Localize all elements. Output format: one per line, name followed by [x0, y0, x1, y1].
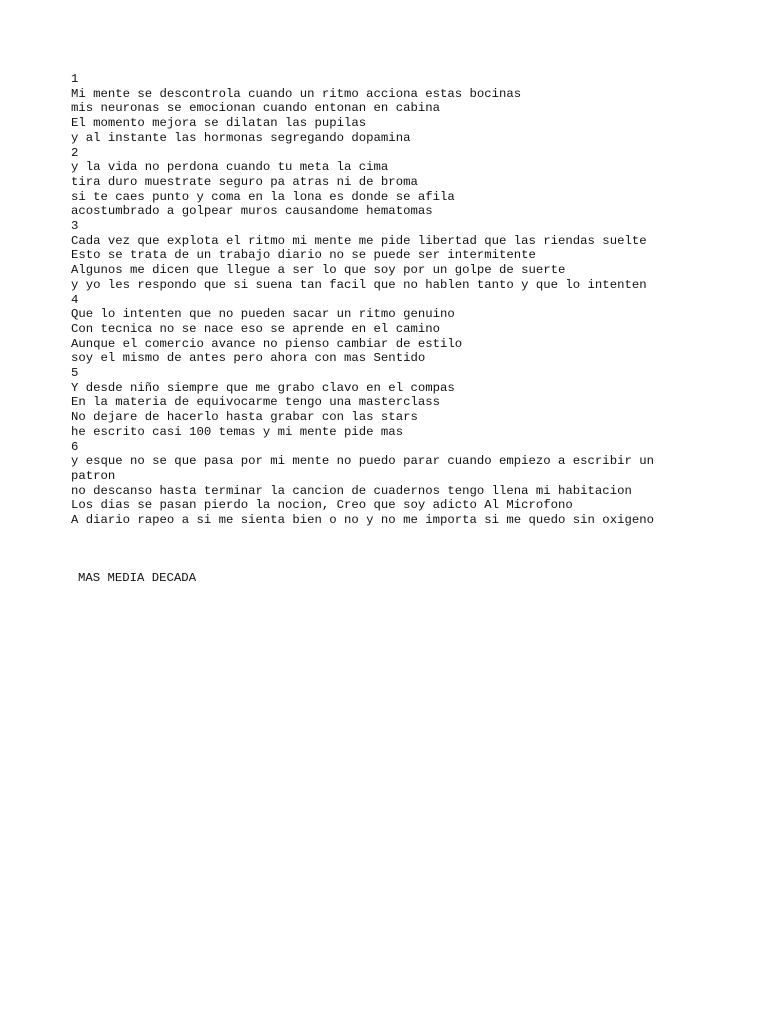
- lyric-line: y esque no se que pasa por mi mente no puedo parar cuando empiezo a escribir un: [71, 454, 654, 469]
- lyric-line: Aunque el comercio avance no pienso cambiar de estilo: [71, 336, 463, 351]
- lyric-line: y al instante las hormonas segregando dopamina: [71, 130, 411, 145]
- lyric-line: tira duro muestrate seguro pa atras ni de broma: [71, 174, 418, 189]
- lyric-line: acostumbrado a golpear muros causandome hematomas: [71, 204, 433, 219]
- lyric-line: Que lo intenten que no pueden sacar un ritmo genuino: [71, 307, 455, 322]
- lyric-line: y la vida no perdona cuando tu meta la cima: [71, 160, 389, 175]
- lyric-line: patron: [71, 468, 116, 483]
- song-title: MAS MEDIA DECADA: [78, 571, 197, 585]
- stanza-number: 3: [71, 219, 79, 234]
- stanza-number: 4: [71, 292, 79, 307]
- lyric-line: Algunos me dicen que llegue a ser lo que soy por un golpe de suerte: [71, 263, 566, 278]
- stanza-number: 2: [71, 145, 79, 160]
- lyrics-body: [71, 72, 751, 528]
- lyric-line: y yo les respondo que si suena tan facil que no hablen tanto y que lo intenten: [71, 277, 647, 292]
- lyric-line: Y desde niño siempre que me grabo clavo en el compas: [71, 380, 455, 395]
- lyric-line: Los dias se pasan pierdo la nocion, Creo que soy adicto Al Microfono: [71, 498, 573, 513]
- lyric-line: En la materia de equivocarme tengo una masterclass: [71, 395, 440, 410]
- lyric-line: El momento mejora se dilatan las pupilas: [71, 116, 367, 131]
- lyric-line: No dejare de hacerlo hasta grabar con las stars: [71, 410, 418, 425]
- lyric-line: soy el mismo de antes pero ahora con mas Sentido: [71, 351, 426, 366]
- lyric-line: Esto se trata de un trabajo diario no se puede ser intermitente: [71, 248, 536, 263]
- stanza-number: 6: [71, 439, 79, 454]
- lyric-line: A diario rapeo a si me sienta bien o no y no me importa si me quedo sin oxigeno: [71, 513, 654, 528]
- lyric-line: si te caes punto y coma en la lona es donde se afila: [71, 189, 455, 204]
- lyric-line: Mi mente se descontrola cuando un ritmo acciona estas bocinas: [71, 86, 522, 101]
- lyric-line: Cada vez que explota el ritmo mi mente me pide libertad que las riendas suelte: [71, 233, 647, 248]
- stanza-number: 5: [71, 366, 79, 381]
- stanza-number: 1: [71, 72, 79, 86]
- lyric-line: he escrito casi 100 temas y mi mente pide mas: [71, 424, 404, 439]
- lyric-line: no descanso hasta terminar la cancion de cuadernos tengo llena mi habitacion: [71, 483, 632, 498]
- lyric-line: mis neuronas se emocionan cuando entonan en cabina: [71, 101, 440, 116]
- lyric-line: Con tecnica no se nace eso se aprende en el camino: [71, 321, 440, 336]
